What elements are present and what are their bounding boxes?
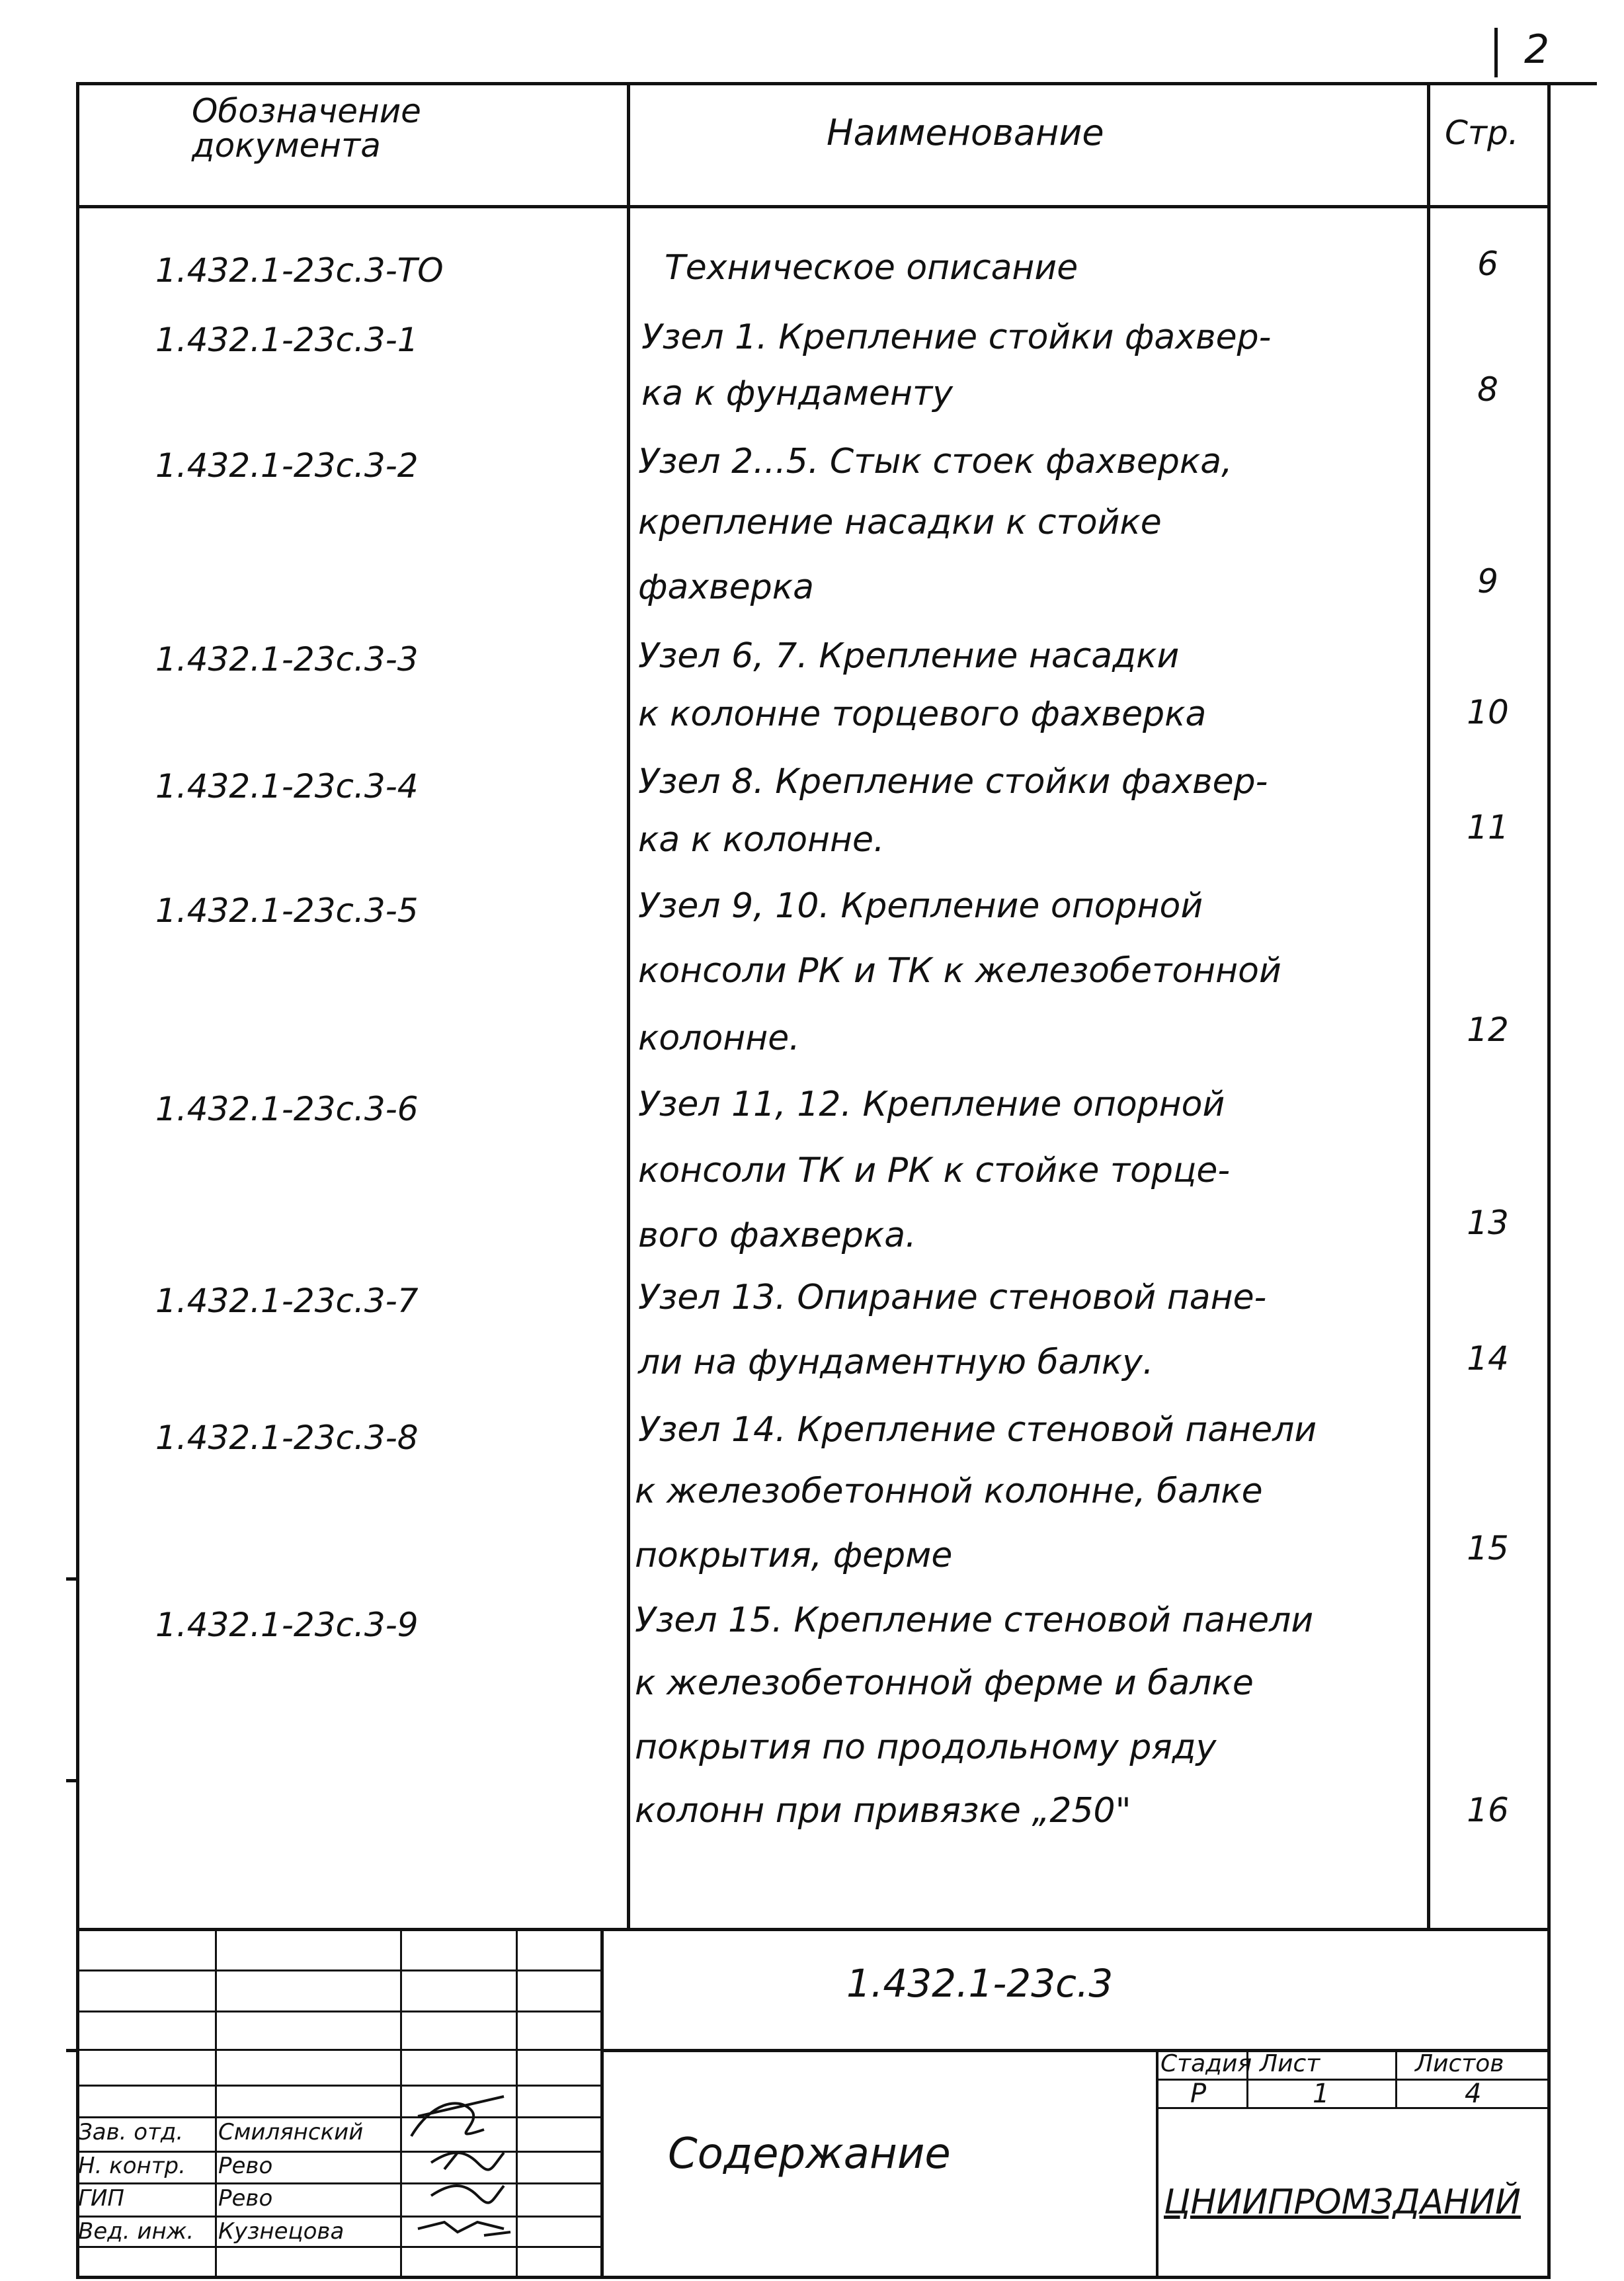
- row-page-6: 12: [1467, 1011, 1509, 1049]
- row-page-7: 13: [1467, 1204, 1509, 1242]
- stamp-row-line-8: [76, 2216, 602, 2218]
- sig-role-2: Н. контр.: [78, 2153, 186, 2179]
- frame-right-line: [1547, 82, 1551, 2279]
- row-name-2-line2: ка к фундаменту: [641, 374, 954, 413]
- sig-role-3: ГИП: [78, 2185, 124, 2212]
- stamp-row-line-7: [76, 2182, 602, 2184]
- sig-role-1: Зав. отд.: [78, 2119, 184, 2145]
- stamp-row-line-1: [76, 1970, 602, 1971]
- row-code-2: 1.432.1-23с.3-1: [155, 321, 419, 359]
- row-code-1: 1.432.1-23с.3-ТО: [155, 251, 444, 290]
- stamp-code-bottom-line: [602, 2049, 1551, 2052]
- frame-top-line: [76, 82, 1597, 85]
- stamp-sheets-label: Листов: [1415, 2050, 1504, 2077]
- row-name-4-line2: к колонне торцевого фахверка: [638, 694, 1207, 734]
- stamp-labels-bottom-line: [1156, 2079, 1551, 2081]
- signature-scribbles: [405, 2090, 517, 2249]
- row-name-10-line4: колонн при привязке „250": [635, 1791, 1131, 1831]
- sig-role-4: Вед. инж.: [78, 2218, 194, 2245]
- stamp-top-line: [76, 1928, 1551, 1931]
- row-page-4: 10: [1467, 693, 1509, 731]
- header-designation-line2: документа: [192, 126, 381, 165]
- stamp-row-line-2: [76, 2011, 602, 2012]
- row-page-8: 14: [1467, 1339, 1509, 1378]
- row-code-7: 1.432.1-23с.3-6: [155, 1090, 419, 1128]
- row-code-10: 1.432.1-23с.3-9: [155, 1606, 419, 1644]
- sheet-number-tick: [1494, 28, 1498, 77]
- row-name-5-line1: Узел 8. Крепление стойки фахвер-: [638, 762, 1268, 802]
- sig-name-2: Рево: [218, 2153, 273, 2179]
- header-bottom-line: [76, 205, 1551, 208]
- row-name-9-line3: покрытия, ферме: [635, 1536, 953, 1575]
- row-name-8-line1: Узел 13. Опирание стеновой пане-: [638, 1278, 1267, 1317]
- margin-tick-3: [66, 2049, 79, 2052]
- row-code-5: 1.432.1-23с.3-4: [155, 767, 419, 806]
- header-name: Наименование: [827, 112, 1104, 153]
- row-page-3: 9: [1477, 562, 1498, 601]
- stamp-row-line-5: [76, 2116, 602, 2118]
- stamp-title: Содержание: [668, 2130, 951, 2178]
- stamp-organization: ЦНИИПРОМЗДАНИЙ: [1164, 2182, 1521, 2222]
- stamp-sheet-label: Лист: [1260, 2050, 1320, 2077]
- stamp-stage-label: Стадия: [1160, 2050, 1252, 2077]
- row-page-5: 11: [1467, 808, 1509, 847]
- row-name-7-line3: вого фахверка.: [638, 1216, 916, 1255]
- margin-tick-1: [66, 1577, 79, 1581]
- row-name-10-line2: к железобетонной ферме и балке: [635, 1663, 1254, 1703]
- row-name-10-line3: покрытия по продольному ряду: [635, 1727, 1217, 1767]
- row-name-6-line1: Узел 9, 10. Крепление опорной: [638, 886, 1203, 926]
- row-name-6-line2: консоли РК и ТК к железобетонной: [638, 951, 1281, 991]
- row-page-9: 15: [1467, 1529, 1509, 1567]
- row-name-9-line2: к железобетонной колонне, балке: [635, 1472, 1263, 1511]
- row-code-6: 1.432.1-23с.3-5: [155, 892, 419, 930]
- row-code-4: 1.432.1-23с.3-3: [155, 640, 419, 679]
- stamp-col-divider-1: [215, 1928, 217, 2278]
- stamp-right-block-left-line: [1156, 2049, 1158, 2277]
- column-divider-code: [627, 82, 630, 1929]
- stamp-doc-code: 1.432.1-23с.3: [846, 1961, 1114, 2006]
- row-name-5-line2: ка к колонне.: [638, 820, 885, 860]
- row-code-8: 1.432.1-23с.3-7: [155, 1282, 419, 1320]
- sig-name-1: Смилянский: [218, 2119, 364, 2145]
- stamp-row-line-4: [76, 2085, 602, 2087]
- stamp-sheet-value: 1: [1313, 2079, 1330, 2109]
- row-name-6-line3: колонне.: [638, 1018, 800, 1058]
- stamp-stage-value: Р: [1190, 2079, 1207, 2109]
- row-name-3-line2: крепление насадки к стойке: [638, 503, 1162, 542]
- row-code-3: 1.432.1-23с.3-2: [155, 446, 419, 485]
- sheet-number: 2: [1524, 26, 1550, 73]
- stamp-row-line-3: [76, 2049, 602, 2051]
- row-name-7-line1: Узел 11, 12. Крепление опорной: [638, 1085, 1225, 1124]
- frame-bottom-line: [76, 2276, 1551, 2279]
- sig-name-3: Рево: [218, 2185, 273, 2212]
- row-name-3-line1: Узел 2...5. Стык стоек фахверка,: [638, 442, 1233, 481]
- row-code-9: 1.432.1-23с.3-8: [155, 1419, 419, 1457]
- sig-name-4: Кузнецова: [218, 2218, 345, 2245]
- header-designation: [192, 94, 421, 163]
- row-name-4-line1: Узел 6, 7. Крепление насадки: [638, 636, 1180, 676]
- row-name-9-line1: Узел 14. Крепление стеновой панели: [638, 1410, 1317, 1450]
- column-divider-page: [1427, 82, 1430, 1929]
- row-name-7-line2: консоли ТК и РК к стойке торце-: [638, 1151, 1231, 1190]
- row-page-10: 16: [1467, 1791, 1509, 1829]
- stamp-col-divider-2: [400, 1928, 402, 2278]
- frame-left-line: [76, 82, 79, 2279]
- header-designation-line1: Обозначение: [192, 92, 421, 130]
- row-page-1: 6: [1477, 245, 1498, 283]
- row-name-2-line1: Узел 1. Крепление стойки фахвер-: [641, 317, 1272, 357]
- stamp-values-bottom-line: [1156, 2107, 1551, 2109]
- row-name-8-line2: ли на фундаментную балку.: [638, 1343, 1154, 1382]
- row-name-1-line1: Техническое описание: [665, 248, 1078, 288]
- margin-tick-2: [66, 1779, 79, 1782]
- stamp-col-divider-4: [600, 1928, 604, 2278]
- row-name-3-line3: фахверка: [638, 567, 815, 607]
- stamp-sheets-value: 4: [1465, 2079, 1482, 2109]
- stamp-row-line-9: [76, 2246, 602, 2248]
- header-page: Стр.: [1445, 114, 1519, 152]
- row-name-10-line1: Узел 15. Крепление стеновой панели: [635, 1600, 1314, 1640]
- row-page-2: 8: [1477, 370, 1498, 409]
